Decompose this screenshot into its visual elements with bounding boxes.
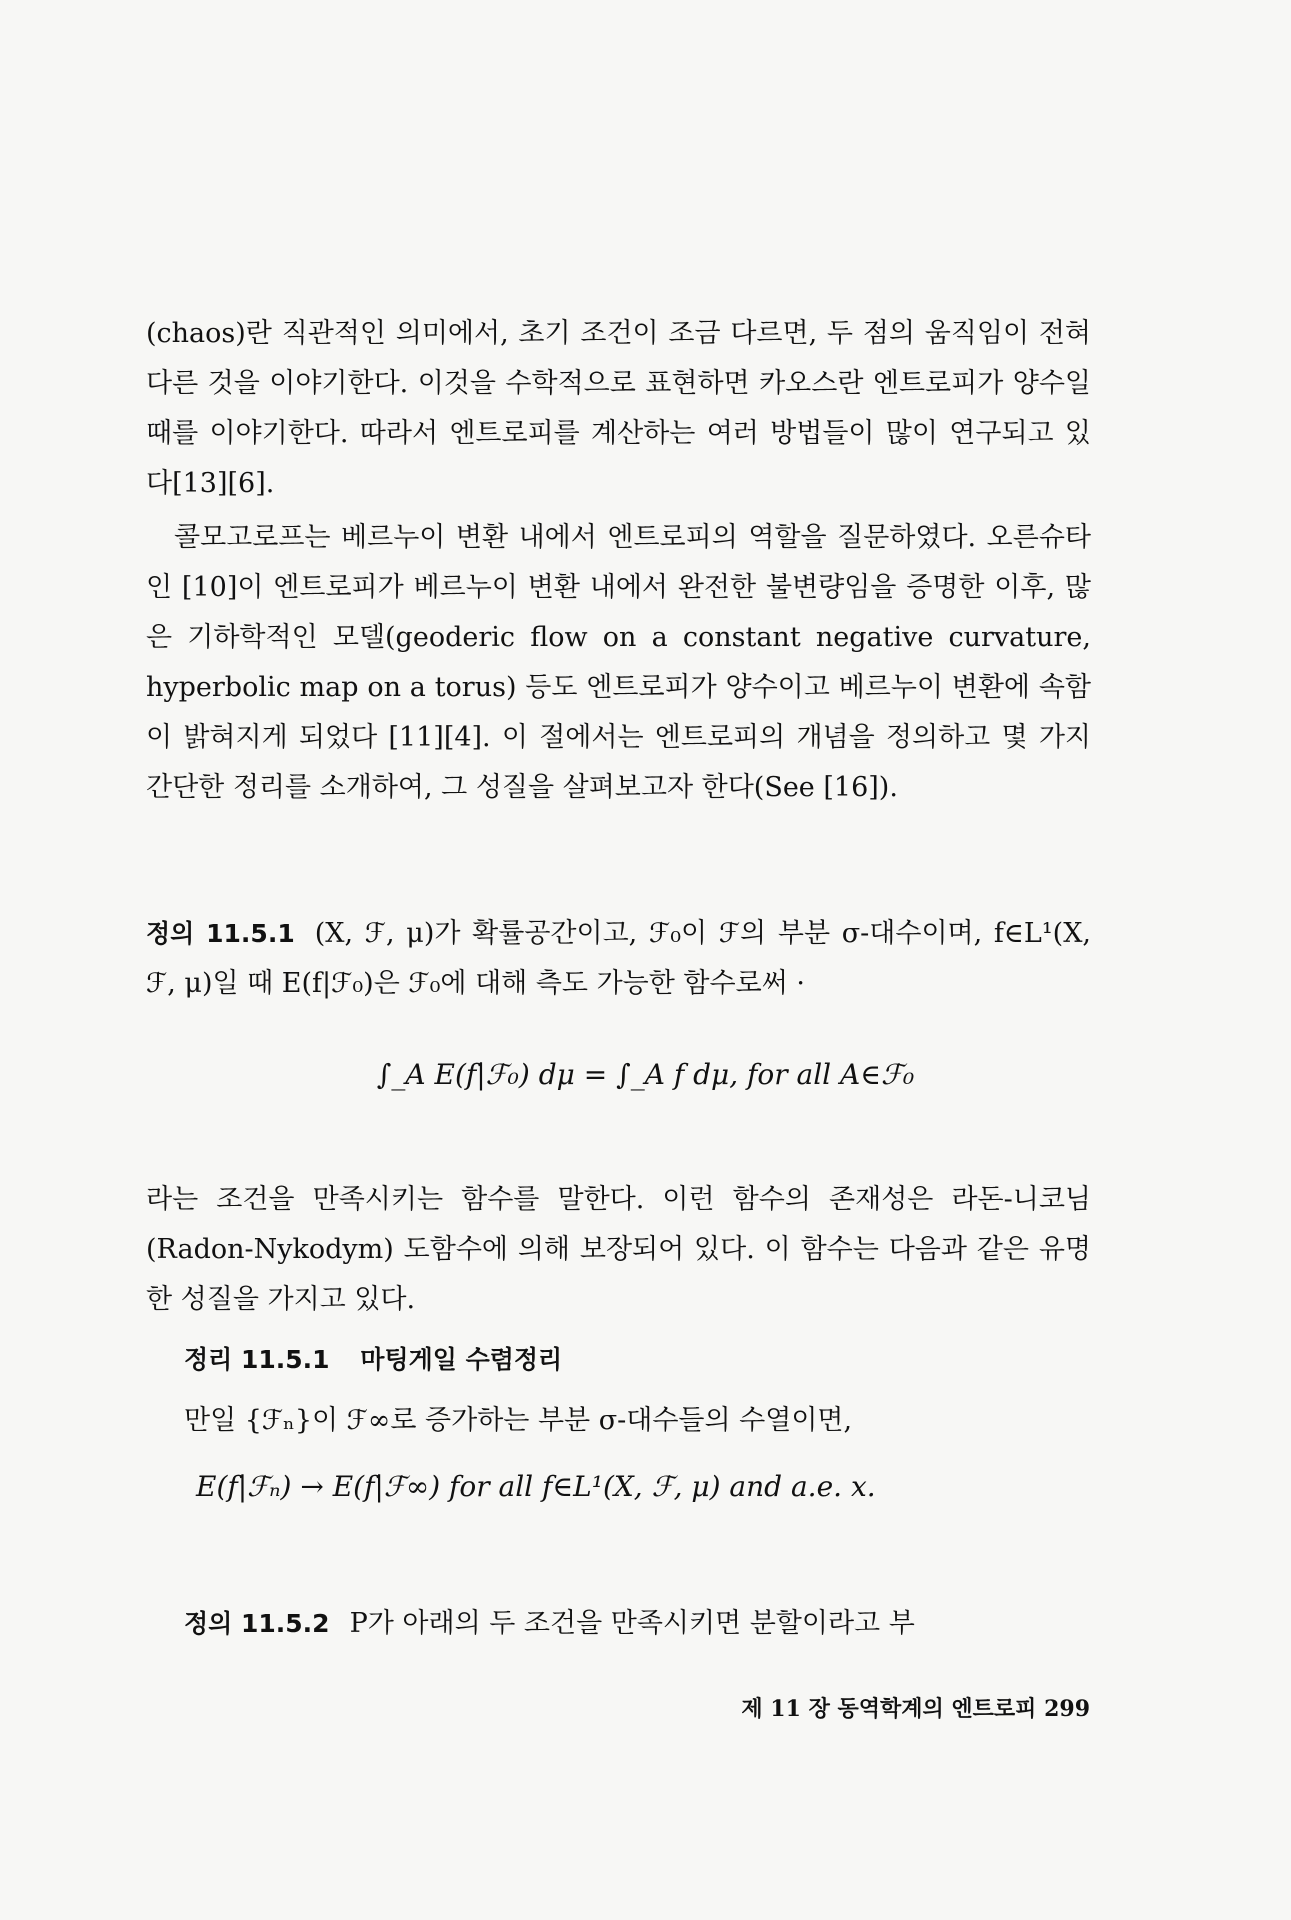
theorem-statement: 만일 {ℱₙ}이 ℱ∞로 증가하는 부분 σ-대수들의 수열이면,	[184, 1405, 853, 1436]
conditional-expectation-equation: ∫_A E(f|ℱ₀) dμ = ∫_A f dμ, for all A∈ℱ₀	[376, 1058, 915, 1091]
definition-label: 정의 11.5.2	[184, 1609, 330, 1638]
definition-11-5-1	[146, 909, 1091, 1009]
page-footer: 제 11 장 동역학계의 엔트로피 299	[741, 1696, 1090, 1722]
theorem-label: 정리 11.5.1	[184, 1345, 330, 1374]
theorem-11-5-1-heading	[184, 1340, 562, 1376]
paragraph-kolmogorov: 콜모고로프는 베르누이 변환 내에서 엔트로피의 역할을 질문하였다. 오른슈타인 [10]이 엔트로피가 베르누이 변환 내에서 완전한 불변량임을 증명한 이후, 많은 기하학적인 모델(geoderic flow on a constant negative curvature, hyperbolic map on a torus) 등도 엔트로피가 양수이고 베르누이 변환에 속함이 밝혀지게 되었다 [11][4]. 이 절에서는 엔트로피의 개념을 정의하고 몇 가지 간단한 정리를 소개하여, 그 성질을 살펴보고자 한다(See [16]).	[146, 522, 1091, 803]
definition-text: (X, ℱ, μ)가 확률공간이고, ℱ₀이 ℱ의 부분 σ-대수이며, f∈L¹(X, ℱ, μ)일 때 E(f|ℱ₀)은 ℱ₀에 대해 측도 가능한 함수로써 ·	[146, 918, 1091, 999]
definition-text: P가 아래의 두 조건을 만족시키면 분할이라고 부	[349, 1608, 915, 1639]
theorem-name: 마팅게일 수렴정리	[360, 1345, 563, 1374]
definition-11-5-2	[184, 1599, 1090, 1649]
martingale-convergence-equation: E(f|ℱₙ) → E(f|ℱ∞) for all f∈L¹(X, ℱ, μ) and a.e. x.	[196, 1470, 876, 1503]
paragraph-chaos: (chaos)란 직관적인 의미에서, 초기 조건이 조금 다르면, 두 점의 움직임이 전혀 다른 것을 이야기한다. 이것을 수학적으로 표현하면 카오스란 엔트로피가 양수일 때를 이야기한다. 따라서 엔트로피를 계산하는 여러 방법들이 많이 연구되고 있다[13][6].	[146, 318, 1091, 499]
paragraph-radon-nikodym: 라는 조건을 만족시키는 함수를 말한다. 이런 함수의 존재성은 라돈-니코님(Radon-Nykodym) 도함수에 의해 보장되어 있다. 이 함수는 다음과 같은 유명한 성질을 가지고 있다.	[146, 1184, 1091, 1315]
definition-label: 정의 11.5.1	[146, 919, 295, 948]
